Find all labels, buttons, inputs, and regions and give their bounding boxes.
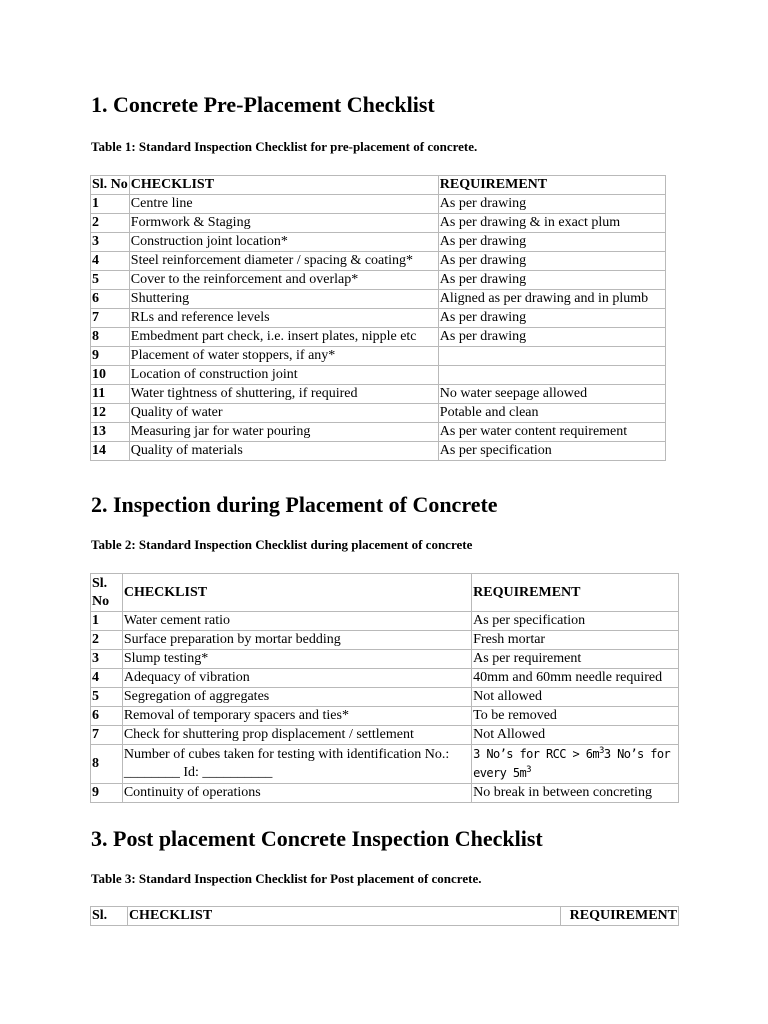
row-number: 2 bbox=[91, 631, 123, 650]
row-requirement bbox=[438, 347, 665, 366]
row-requirement bbox=[472, 745, 679, 784]
row-checklist: Cover to the reinforcement and overlap* bbox=[129, 271, 438, 290]
row-requirement: As per drawing bbox=[438, 328, 665, 347]
row-requirement: Potable and clean bbox=[438, 404, 665, 423]
table-row bbox=[91, 347, 666, 366]
row-requirement: To be removed bbox=[472, 707, 679, 726]
row-checklist: Placement of water stoppers, if any* bbox=[129, 347, 438, 366]
row-requirement: As per drawing bbox=[438, 195, 665, 214]
row-number: 5 bbox=[91, 688, 123, 707]
row-requirement: 40mm and 60mm needle required bbox=[472, 669, 679, 688]
row-requirement bbox=[438, 366, 665, 385]
row-checklist: Water tightness of shuttering, if required bbox=[129, 385, 438, 404]
table-row bbox=[91, 385, 666, 404]
row-checklist: Quality of water bbox=[129, 404, 438, 423]
table-row bbox=[91, 669, 679, 688]
table-row bbox=[91, 309, 666, 328]
row-requirement: Not allowed bbox=[472, 688, 679, 707]
row-number: 3 bbox=[91, 650, 123, 669]
row-number: 6 bbox=[91, 290, 130, 309]
row-checklist: Location of construction joint bbox=[129, 366, 438, 385]
row-number: 8 bbox=[91, 328, 130, 347]
row-requirement: As per specification bbox=[472, 612, 679, 631]
row-checklist: RLs and reference levels bbox=[129, 309, 438, 328]
row-checklist: Construction joint location* bbox=[129, 233, 438, 252]
row-checklist: Shuttering bbox=[129, 290, 438, 309]
row-checklist: Steel reinforcement diameter / spacing & coating* bbox=[129, 252, 438, 271]
table2 bbox=[90, 573, 679, 803]
table-row bbox=[91, 784, 679, 803]
header-requirement: REQUIREMENT bbox=[438, 176, 665, 195]
table-row bbox=[91, 745, 679, 784]
row-requirement: Not Allowed bbox=[472, 726, 679, 745]
section3-heading: 3. Post placement Concrete Inspection Checklist bbox=[91, 826, 543, 851]
header-checklist: CHECKLIST bbox=[122, 574, 471, 612]
row-number: 1 bbox=[91, 195, 130, 214]
row-requirement: As per drawing bbox=[438, 309, 665, 328]
row-checklist: Water cement ratio bbox=[122, 612, 471, 631]
table3-caption: Table 3: Standard Inspection Checklist for Post placement of concrete. bbox=[91, 871, 482, 886]
row-checklist: Centre line bbox=[129, 195, 438, 214]
table-row bbox=[91, 688, 679, 707]
table-header-row bbox=[91, 574, 679, 612]
table-row bbox=[91, 290, 666, 309]
row-requirement: As per drawing & in exact plum bbox=[438, 214, 665, 233]
row-requirement: Aligned as per drawing and in plumb bbox=[438, 290, 665, 309]
header-checklist: CHECKLIST bbox=[127, 907, 560, 926]
table-row bbox=[91, 328, 666, 347]
row-number: 1 bbox=[91, 612, 123, 631]
header-sl-no: Sl. No bbox=[91, 574, 123, 612]
row-number: 12 bbox=[91, 404, 130, 423]
row-checklist: Continuity of operations bbox=[122, 784, 471, 803]
row-checklist: Formwork & Staging bbox=[129, 214, 438, 233]
row-number: 8 bbox=[91, 745, 123, 784]
row-requirement: No water seepage allowed bbox=[438, 385, 665, 404]
row-requirement: Fresh mortar bbox=[472, 631, 679, 650]
row-number: 11 bbox=[91, 385, 130, 404]
table-row bbox=[91, 271, 666, 290]
header-sl-no: Sl. No bbox=[91, 176, 130, 195]
table-row bbox=[91, 252, 666, 271]
row-number: 13 bbox=[91, 423, 130, 442]
row-checklist: Check for shuttering prop displacement / settlement bbox=[122, 726, 471, 745]
cube-requirement-text bbox=[473, 747, 670, 780]
row-checklist: Surface preparation by mortar bedding bbox=[122, 631, 471, 650]
table3 bbox=[90, 906, 679, 926]
requirement-fragment: 3 No’s for every 5m bbox=[473, 747, 671, 780]
table-row bbox=[91, 442, 666, 461]
row-requirement: As per drawing bbox=[438, 252, 665, 271]
row-checklist: Slump testing* bbox=[122, 650, 471, 669]
row-checklist: Measuring jar for water pouring bbox=[129, 423, 438, 442]
section1-heading: 1. Concrete Pre-Placement Checklist bbox=[91, 92, 435, 117]
row-requirement: As per specification bbox=[438, 442, 665, 461]
table1 bbox=[90, 175, 666, 461]
row-number: 14 bbox=[91, 442, 130, 461]
row-number: 9 bbox=[91, 784, 123, 803]
row-requirement: No break in between concreting bbox=[472, 784, 679, 803]
table-row bbox=[91, 423, 666, 442]
table-row bbox=[91, 726, 679, 745]
requirement-fragment: 3 No’s for RCC > 6m bbox=[473, 747, 600, 761]
superscript-cube: 3 bbox=[526, 765, 531, 775]
row-checklist: Embedment part check, i.e. insert plates, nipple etc bbox=[129, 328, 438, 347]
header-sl-no: Sl. bbox=[91, 907, 128, 926]
row-number: 7 bbox=[91, 726, 123, 745]
table-row bbox=[91, 404, 666, 423]
row-requirement: As per drawing bbox=[438, 271, 665, 290]
row-requirement: As per drawing bbox=[438, 233, 665, 252]
row-checklist: Segregation of aggregates bbox=[122, 688, 471, 707]
header-requirement: REQUIREMENT bbox=[472, 574, 679, 612]
row-checklist: Adequacy of vibration bbox=[122, 669, 471, 688]
section2-heading: 2. Inspection during Placement of Concrete bbox=[91, 492, 498, 517]
row-number: 5 bbox=[91, 271, 130, 290]
table2-caption: Table 2: Standard Inspection Checklist during placement of concrete bbox=[91, 537, 473, 552]
header-checklist: CHECKLIST bbox=[129, 176, 438, 195]
row-number: 7 bbox=[91, 309, 130, 328]
row-number: 2 bbox=[91, 214, 130, 233]
table-row bbox=[91, 366, 666, 385]
table1-caption: Table 1: Standard Inspection Checklist for pre-placement of concrete. bbox=[91, 139, 478, 154]
row-number: 10 bbox=[91, 366, 130, 385]
row-requirement: As per requirement bbox=[472, 650, 679, 669]
row-checklist: Removal of temporary spacers and ties* bbox=[122, 707, 471, 726]
table-row bbox=[91, 612, 679, 631]
row-checklist: Number of cubes taken for testing with identification No.: ________ Id: __________ bbox=[122, 745, 471, 784]
table-row bbox=[91, 707, 679, 726]
table-row bbox=[91, 214, 666, 233]
row-number: 3 bbox=[91, 233, 130, 252]
table-row bbox=[91, 233, 666, 252]
table-row bbox=[91, 195, 666, 214]
superscript-cube: 3 bbox=[599, 746, 604, 756]
table-row bbox=[91, 650, 679, 669]
row-number: 9 bbox=[91, 347, 130, 366]
row-requirement: As per water content requirement bbox=[438, 423, 665, 442]
row-number: 4 bbox=[91, 252, 130, 271]
row-number: 4 bbox=[91, 669, 123, 688]
table-header-row bbox=[91, 907, 679, 926]
header-requirement: REQUIREMENT bbox=[561, 907, 679, 926]
table-header-row bbox=[91, 176, 666, 195]
table-row bbox=[91, 631, 679, 650]
row-number: 6 bbox=[91, 707, 123, 726]
row-checklist: Quality of materials bbox=[129, 442, 438, 461]
